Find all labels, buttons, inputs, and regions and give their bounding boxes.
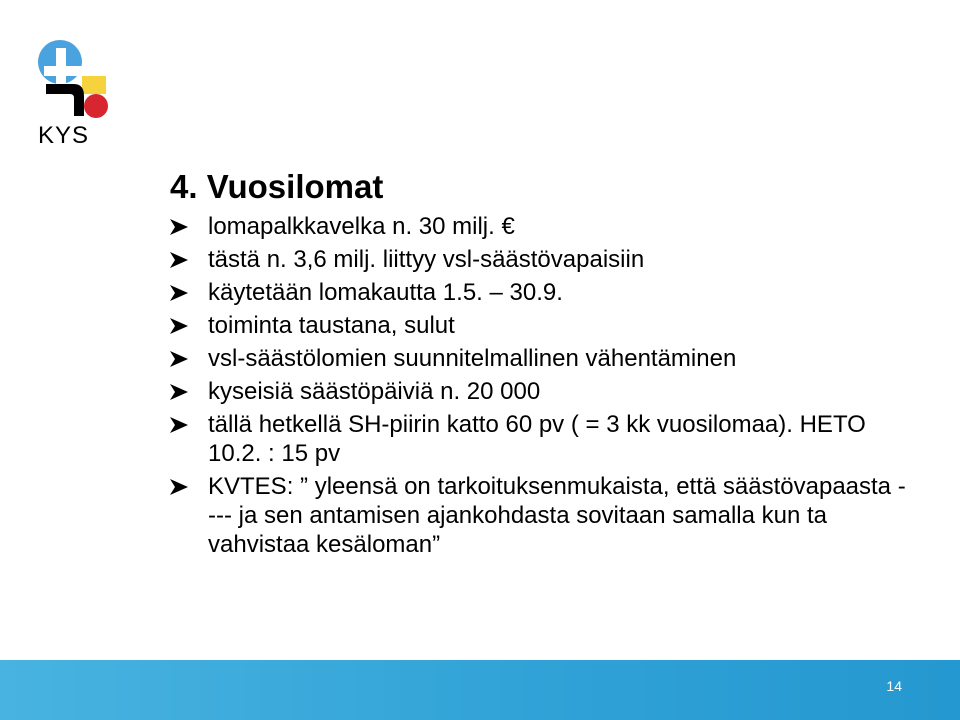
bullet-text: kyseisiä säästöpäiviä n. 20 000 <box>208 378 541 405</box>
arrow-bullet-icon <box>170 344 208 373</box>
list-item <box>170 377 910 406</box>
bullet-text: tästä n. 3,6 milj. liittyy vsl-säästövapaisiin <box>208 246 645 273</box>
arrow-bullet-icon <box>170 278 208 307</box>
bullet-text: lomapalkkavelka n. 30 milj. € <box>208 213 515 240</box>
arrow-bullet-icon <box>170 245 208 274</box>
slide-title: 4. Vuosilomat <box>170 168 384 205</box>
page-number: 14 <box>886 678 902 694</box>
list-item <box>170 472 910 559</box>
bullet-text: toiminta taustana, sulut <box>208 312 455 339</box>
kys-cross-logo-icon <box>34 36 114 122</box>
arrow-bullet-icon <box>170 472 208 501</box>
bullet-text: vsl-säästölomien suunnitelmallinen vähentäminen <box>208 345 737 372</box>
bullet-list <box>170 212 910 563</box>
list-item <box>170 212 910 241</box>
list-item <box>170 245 910 274</box>
bullet-text: käytetään lomakautta 1.5. – 30.9. <box>208 279 563 306</box>
arrow-bullet-icon <box>170 311 208 340</box>
list-item <box>170 278 910 307</box>
arrow-bullet-icon <box>170 377 208 406</box>
list-item <box>170 410 910 468</box>
list-item <box>170 311 910 340</box>
arrow-bullet-icon <box>170 410 208 439</box>
arrow-bullet-icon <box>170 212 208 241</box>
list-item <box>170 344 910 373</box>
bullet-text: KVTES: ” yleensä on tarkoituksenmukaista, että säästövapaasta ---- ja sen antamisen ajankohdasta sovitaan samalla kun ta vahvistaa kesäloman” <box>208 473 906 558</box>
bullet-text: tällä hetkellä SH-piirin katto 60 pv ( = 3 kk vuosilomaa). HETO 10.2. : 15 pv <box>208 411 866 467</box>
logo-text: KYS <box>38 122 90 149</box>
footer-bar <box>0 660 960 720</box>
kys-logo <box>34 36 114 156</box>
